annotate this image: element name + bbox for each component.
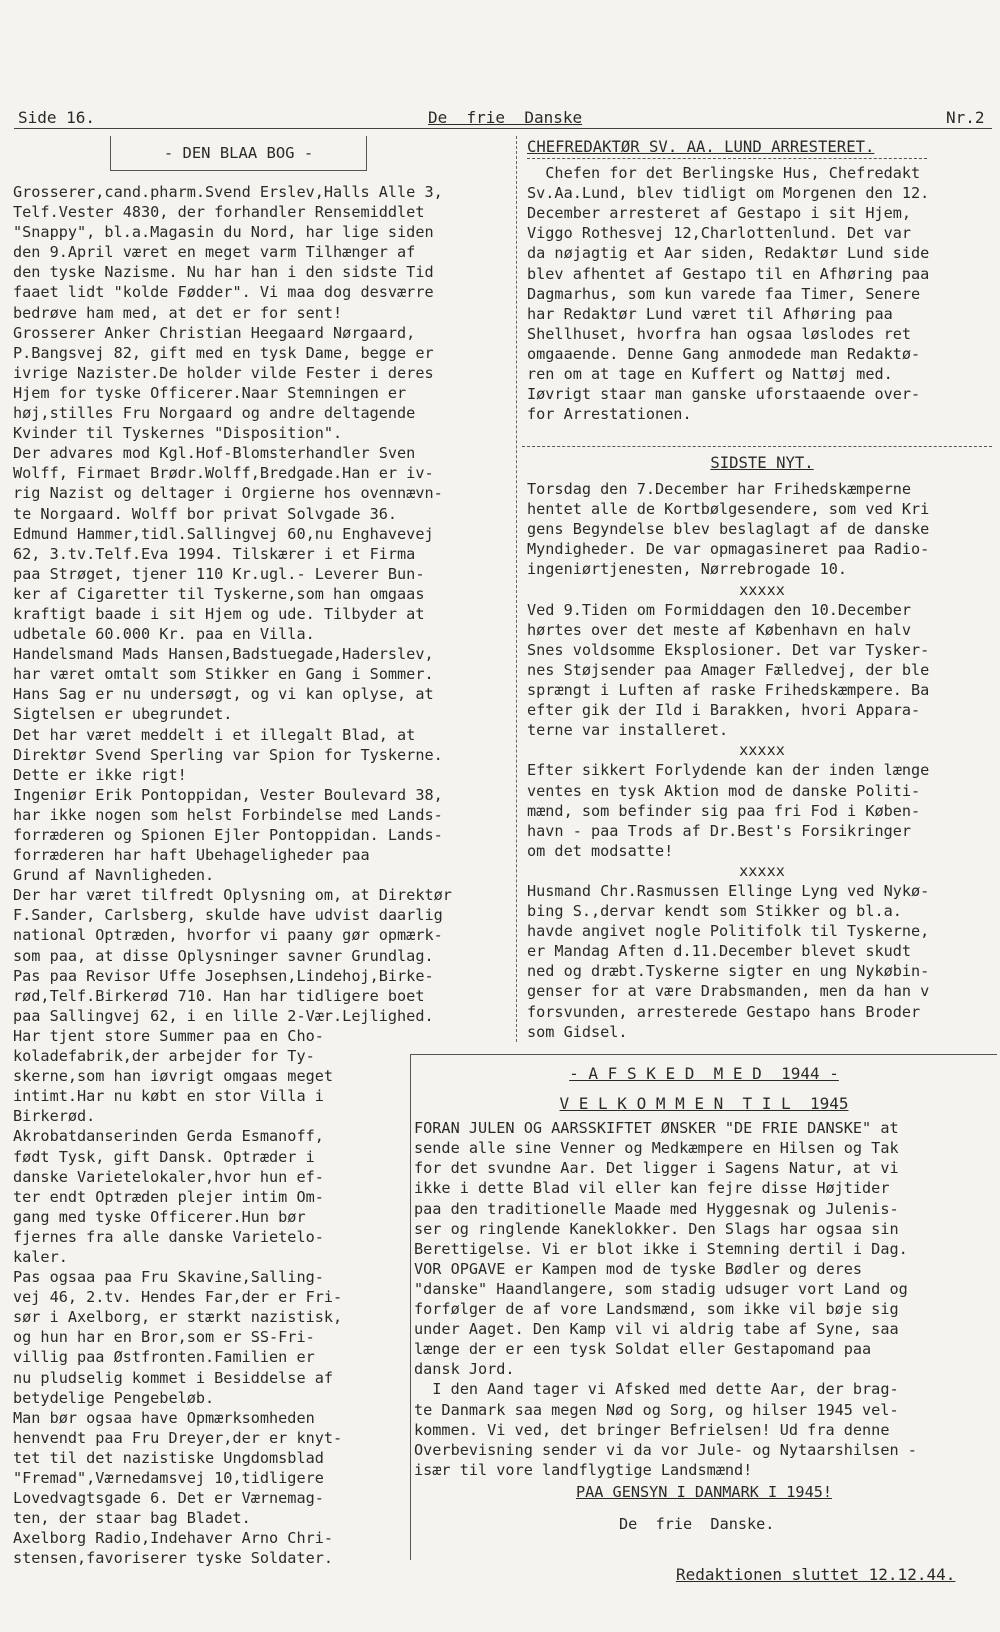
text-line: Kvinder til Tyskernes "Disposition".: [13, 424, 343, 443]
text-line: Edmund Hammer,tidl.Sallingvej 60,nu Enghavevej: [13, 524, 434, 543]
text-line: høj,stilles Fru Norgaard og andre deltagende: [13, 404, 416, 423]
farewell-title: - A F S K E D M E D 1944 -: [569, 1064, 839, 1083]
text-line: Hjem for tyske Officerer.Naar Stemningen er: [13, 383, 407, 402]
text-line: Det har været meddelt i et illegalt Blad, at: [13, 725, 416, 744]
latest-news-title-wrap: [527, 453, 997, 473]
text-line: for det svundne Aar. Det ligger i Sagens Natur, at vi: [414, 1159, 899, 1178]
text-line: koladefabrik,der arbejder for Ty-: [13, 1047, 315, 1066]
text-line: forræderen har haft Ubehageligheder paa: [13, 846, 370, 865]
text-line: P.Bangsvej 82, gift med en tysk Dame, begge er: [13, 343, 434, 362]
text-line: sende alle sine Venner og Medkæmpere en Hilsen og Tak: [414, 1139, 899, 1158]
text-line: rig Nazist og deltager i Orgierne hos ovennævn-: [13, 484, 443, 503]
section-title-box: [110, 136, 367, 171]
text-line: Snes voldsomme Eksplosioner. Det var Tysker-: [527, 640, 930, 659]
welcome-title: V E L K O M M E N T I L 1945: [559, 1094, 849, 1114]
text-line: Efter sikkert Forlydende kan der inden længe: [527, 761, 930, 780]
text-line: har ikke nogen som helst Forbindelse med Lands-: [13, 805, 443, 824]
text-line: sprængt i Luften af raske Frihedskæmpere. Ba: [527, 681, 930, 700]
text-line: havde angivet nogle Politifolk til Tyskerne,: [527, 922, 930, 941]
text-line: ned og dræbt.Tyskerne sigter en ung Nykøbin-: [527, 962, 930, 981]
text-line: Pas paa Revisor Uffe Josephsen,Lindehoj,Birke-: [13, 966, 434, 985]
text-line: terne var installeret.: [527, 721, 729, 740]
text-line: FORAN JULEN OG AARSSKIFTET ØNSKER "DE FRIE DANSKE" at: [414, 1119, 899, 1138]
text-line: ventes en tysk Aktion mod de danske Politi-: [527, 781, 921, 800]
text-line: under Aaget. Den Kamp vil vi aldrig tabe af Syne, saa: [414, 1320, 899, 1339]
text-line: den 9.April været en meget varm Tilhænger af: [13, 243, 416, 262]
text-line: Viggo Rothesvej 12,Charlottenlund. Det var: [527, 224, 912, 243]
text-line: Axelborg Radio,Indehaver Arno Chri-: [13, 1529, 334, 1548]
text-line: Grosserer,cand.pharm.Svend Erslev,Halls Alle 3,: [13, 183, 443, 201]
newspaper-title: De frie Danske: [428, 108, 583, 127]
farewell-section: [414, 1064, 994, 1534]
column-divider: [516, 136, 517, 1042]
text-line: den tyske Nazisme. Nu har han i den sidste Tid: [13, 263, 434, 282]
text-line: ten, der staar bag Bladet.: [13, 1509, 251, 1528]
text-line: forsvunden, arresterede Gestapo hans Broder: [527, 1002, 921, 1021]
text-line: nu pludselig kommet i Besiddelse af: [13, 1368, 334, 1387]
text-line: ter endt Optræden plejer intim Om-: [13, 1187, 324, 1206]
text-line: Sv.Aa.Lund, blev tidligt om Morgenen den 12.: [527, 184, 930, 203]
text-line: betydelige Pengebeløb.: [13, 1388, 215, 1407]
news-item: [527, 760, 997, 860]
text-line: Akrobatdanserinden Gerda Esmanoff,: [13, 1127, 324, 1146]
text-line: faaet lidt "kolde Fødder". Vi maa dog desværre: [13, 283, 434, 302]
latest-news-title: SIDSTE NYT.: [710, 454, 814, 472]
latest-news: [527, 453, 997, 1042]
news-separator: xxxxx: [739, 580, 785, 599]
text-line: te Norgaard. Wolff bor privat Solvgade 36.: [13, 504, 398, 523]
text-line: henvendt paa Fru Dreyer,der er knyt-: [13, 1428, 343, 1447]
text-line: Ingeniør Erik Pontoppidan, Vester Boulevard 38,: [13, 785, 443, 804]
text-line: ser og ringlende Kaneklokker. Den Slags har ogsaa sin: [414, 1219, 899, 1238]
text-line: hørtes over det meste af København en halv: [527, 620, 912, 639]
text-line: Torsdag den 7.December har Frihedskæmperne: [527, 480, 912, 499]
text-line: Sigtelsen er ubegrundet.: [13, 705, 233, 724]
text-line: kraftigt baade i sit Hjem og ude. Tilbyder at: [13, 604, 425, 623]
news-item: [527, 479, 997, 579]
issue-number: Nr.2: [946, 108, 985, 127]
text-line: ker af Cigaretter til Tyskerne,som han omgaas: [13, 584, 425, 603]
text-line: intimt.Har nu købt en stor Villa i: [13, 1087, 324, 1106]
text-line: Direktør Svend Sperling var Spion for Tyskerne.: [13, 745, 443, 764]
text-line: kaler.: [13, 1247, 68, 1266]
text-line: F.Sander, Carlsberg, skulde have udvist daarlig: [13, 906, 443, 925]
text-line: da nøjagtig et Aar siden, Redaktør Lund side: [527, 244, 930, 263]
text-line: fjernes fra alle danske Varietelo-: [13, 1227, 324, 1246]
text-line: sør i Axelborg, er stærkt nazistisk,: [13, 1308, 343, 1327]
text-line: udbetale 60.000 Kr. paa en Villa.: [13, 625, 315, 644]
text-line: omgaaende. Denne Gang anmodede man Redaktø-: [527, 344, 921, 363]
text-line: ren om at tage en Kuffert og Nattøj med.: [527, 365, 893, 384]
news-item: [527, 600, 997, 741]
farewell-closing: PAA GENSYN I DANMARK I 1945!: [575, 1482, 833, 1501]
arrest-article-title: CHEFREDAKTØR SV. AA. LUND ARRESTERET.: [527, 138, 875, 156]
text-line: Grosserer Anker Christian Heegaard Nørgaard,: [13, 323, 416, 342]
text-line: som paa, at disse Oplysninger savner Grundlag.: [13, 946, 434, 965]
section-title: - DEN BLAA BOG -: [163, 144, 314, 162]
text-line: Chefen for det Berlingske Hus, Chefredakt: [527, 164, 921, 183]
text-line: Lovedvagtsgade 6. Det er Værnemag-: [13, 1489, 324, 1508]
text-line: bing S.,dervar kendt som Stikker og bl.a.: [527, 902, 902, 921]
text-line: Grund af Navnligheden.: [13, 866, 215, 885]
editorial-closing-date: Redaktionen sluttet 12.12.44.: [676, 1565, 956, 1584]
title-double-rule: [527, 158, 927, 159]
text-line: har været omtalt som Stikker en Gang i Sommer.: [13, 665, 434, 684]
text-line: kommen. Vi ved, det bringer Befrielsen! Ud fra denne: [414, 1420, 890, 1439]
news-separator: xxxxx: [739, 741, 785, 760]
text-line: havn - paa Trods af Dr.Best's Forsikringer: [527, 821, 912, 840]
arrest-article: [527, 137, 997, 424]
text-line: Husmand Chr.Rasmussen Ellinge Lyng ved Nykø-: [527, 881, 930, 900]
text-line: danske Varietelokaler,hvor hun ef-: [13, 1167, 324, 1186]
text-line: født Tysk, gift Dansk. Optræder i: [13, 1147, 315, 1166]
text-line: Dagmarhus, som kun varede faa Timer, Senere: [527, 284, 921, 303]
text-line: efter gik der Ild i Barakken, hvori Appara-: [527, 701, 921, 720]
text-line: paa Strøget, tjener 110 Kr.ugl.- Leverer Bun-: [13, 564, 425, 583]
text-line: te Danmark saa megen Nød og Sorg, og hilser 1945 vel-: [414, 1400, 899, 1419]
text-line: Der har været tilfredt Oplysning om, at Direktør: [13, 886, 452, 905]
farewell-body: [414, 1118, 994, 1480]
text-line: Handelsmand Mads Hansen,Badstuegade,Haderslev,: [13, 645, 434, 664]
text-line: Pas ogsaa paa Fru Skavine,Salling-: [13, 1268, 324, 1287]
text-line: genser for at være Drabsmanden, men da han v: [527, 982, 930, 1001]
text-line: stensen,favoriserer tyske Soldater.: [13, 1549, 334, 1568]
text-line: Dette er ikke rigt!: [13, 765, 187, 784]
text-line: nes Støjsender paa Amager Fælledvej, der ble: [527, 660, 930, 679]
text-line: Ved 9.Tiden om Formiddagen den 10.December: [527, 600, 912, 619]
latest-news-body: [527, 479, 997, 1042]
text-line: for Arrestationen.: [527, 405, 692, 424]
farewell-signature: De frie Danske.: [619, 1514, 775, 1533]
text-line: Berettigelse. Vi er blot ikke i Stemning dertil i Dag.: [414, 1239, 908, 1258]
text-line: længe der er een tysk Soldat eller Gestapomand paa: [414, 1340, 872, 1359]
text-line: Iøvrigt staar man ganske uforstaaende over-: [527, 385, 921, 404]
text-line: og hun har en Bror,som er SS-Fri-: [13, 1328, 315, 1347]
text-line: Overbevisning sender vi da vor Jule- og Nytaarshilsen -: [414, 1440, 917, 1459]
news-item: [527, 881, 997, 1042]
header-rule: [14, 128, 992, 129]
text-line: "Fremad",Værnedamsvej 10,tidligere: [13, 1469, 324, 1487]
text-line: Der advares mod Kgl.Hof-Blomsterhandler Sven: [13, 444, 416, 463]
text-line: VOR OPGAVE er Kampen mod de tyske Bødler og deres: [414, 1259, 863, 1278]
text-line: Man bør ogsaa have Opmærksomheden: [13, 1408, 315, 1427]
text-line: har Redaktør Lund været til Afhøring paa: [527, 304, 893, 323]
text-line: "danske" Haandlangere, som stadig udsuger vort Land og: [414, 1279, 908, 1298]
text-line: Telf.Vester 4830, der forhandler Rensemiddlet: [13, 203, 425, 222]
text-line: Birkerød.: [13, 1107, 96, 1126]
text-line: 62, 3.tv.Telf.Eva 1994. Tilskærer i et Firma: [13, 544, 416, 563]
text-line: gang med tyske Officerer.Hun bør: [13, 1207, 306, 1226]
text-line: paa den traditionelle Maade med Hyggesnak og Julenis-: [414, 1199, 899, 1218]
text-line: dansk Jord.: [414, 1360, 515, 1379]
text-line: bedrøve ham med, at det er for sent!: [13, 303, 343, 322]
text-line: rød,Telf.Birkerød 710. Han har tidligere boet: [13, 986, 425, 1005]
text-line: ikke i dette Blad vil eller kan fejre disse Højtider: [414, 1179, 890, 1198]
text-line: som Gidsel.: [527, 1022, 628, 1041]
text-line: Shellhuset, hvorfra han ogsaa løslodes ret: [527, 324, 912, 343]
text-line: vej 46, 2.tv. Hendes Far,der er Fri-: [13, 1288, 343, 1307]
text-line: ingeniørtjenesten, Nørrebrogade 10.: [527, 560, 848, 579]
text-line: ivrige Nazister.De holder vilde Fester i deres: [13, 363, 434, 382]
text-line: villig paa Østfronten.Familien er: [13, 1348, 315, 1367]
text-line: Wolff, Firmaet Brødr.Wolff,Bredgade.Han er iv-: [13, 464, 434, 483]
text-line: Har tjent store Summer paa en Cho-: [13, 1026, 324, 1045]
text-line: I den Aand tager vi Afsked med dette Aar, der brag-: [414, 1380, 899, 1399]
text-line: "Snappy", bl.a.Magasin du Nord, har lige siden: [13, 223, 434, 242]
text-line: om det modsatte!: [527, 841, 674, 860]
text-line: er Mandag Aften d.11.December blevet skudt: [527, 942, 912, 961]
text-line: hentet alle de Kortbølgesendere, som ved Kri: [527, 500, 930, 519]
text-line: især til vore landflygtige Landsmænd!: [414, 1460, 753, 1479]
text-line: Myndigheder. De var opmagasineret paa Radio-: [527, 540, 930, 559]
news-separator: xxxxx: [739, 861, 785, 880]
text-line: skerne,som han iøvrigt omgaas meget: [13, 1067, 334, 1086]
text-line: blev afhentet af Gestapo til en Afhøring paa: [527, 264, 930, 283]
text-line: December arresteret af Gestapo i sit Hjem,: [527, 204, 912, 223]
text-line: forræderen og Spionen Ejler Pontoppidan. Lands-: [13, 826, 443, 844]
arrest-article-body: [527, 163, 997, 424]
text-line: paa Sallingvej 62, i en lille 2-Vær.Lejlighed.: [13, 1006, 434, 1025]
text-line: mænd, som befinder sig paa fri Fod i Køben-: [527, 801, 921, 820]
text-line: forfølger de af vore Landsmænd, som ikke vil bøje sig: [414, 1300, 899, 1319]
text-line: tet til det nazistiske Ungdomsblad: [13, 1448, 324, 1467]
page-number: Side 16.: [18, 108, 96, 127]
article-separator: [522, 446, 992, 447]
text-line: gens Begyndelse blev beslaglagt af de danske: [527, 520, 930, 539]
text-line: Hans Sag er nu undersøgt, og vi kan oplyse, at: [13, 685, 434, 704]
text-line: national Optræden, hvorfor vi paany gør opmærk-: [13, 926, 443, 945]
